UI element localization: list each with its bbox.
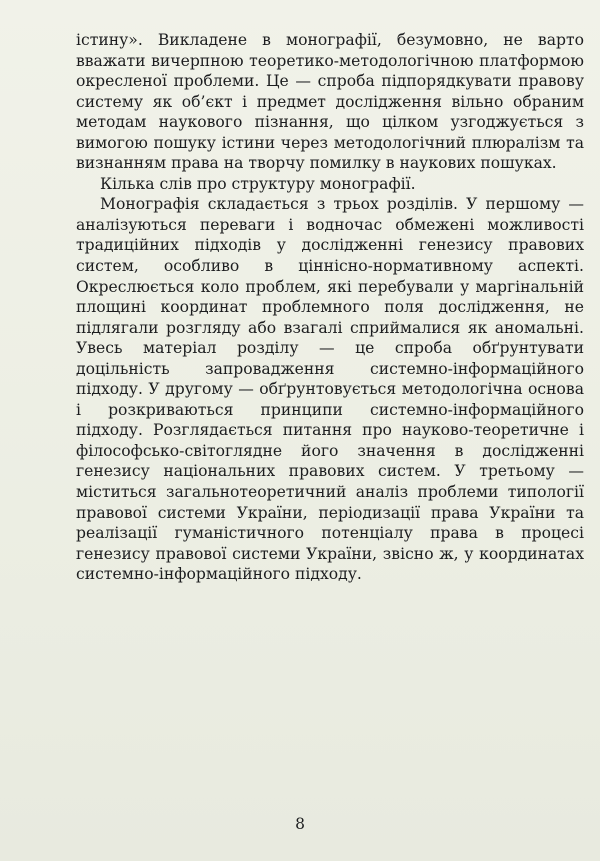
paragraph-1: істину». Викладене в монографії, безумовно, не варто вважати вичерпною теоретико-методологічною платформою окресленої проблеми. Це — спроба підпорядкувати правову систему як об’єкт і предмет дослідження вільно обраним методам наукового пізнання, що цілком узгоджується з вимогою пошуку істини через методологічний плюралізм та визнанням права на творчу помилку в наукових пошуках. — [76, 31, 584, 173]
body-text — [76, 30, 584, 585]
paragraph-2: Кілька слів про структуру монографії. — [100, 174, 416, 193]
paragraph-3: Монографія складається з трьох розділів. У першому — аналізуються переваги і водночас обмежені можливості традиційних підходів у дослідженні генезису правових систем, особливо в ціннісно-нормативному аспекті. Окреслюється коло проблем, які перебували у маргінальній площині координат проблемного поля дослідження, не підлягали розгляду або взагалі сприймалися як аномальні. Увесь матеріал розділу — це спроба обґрунтувати доцільність запровадження системно-інформаційного підходу. У другому — обґрунтовується методологічна основа і розкриваються принципи системно-інформаційного підходу. Розглядається питання про науково-теоретичне і філософсько-світоглядне його значення в дослідженні генезису національних правових систем. У третьому — міститься загальнотеоретичний аналіз проблеми типології правової системи України, періодизації права України та реалізації гуманістичного потенціалу права в процесі генезису правової системи України, звісно ж, у координатах системно-інформаційного підходу. — [76, 195, 584, 584]
page-number: 8 — [295, 815, 305, 833]
